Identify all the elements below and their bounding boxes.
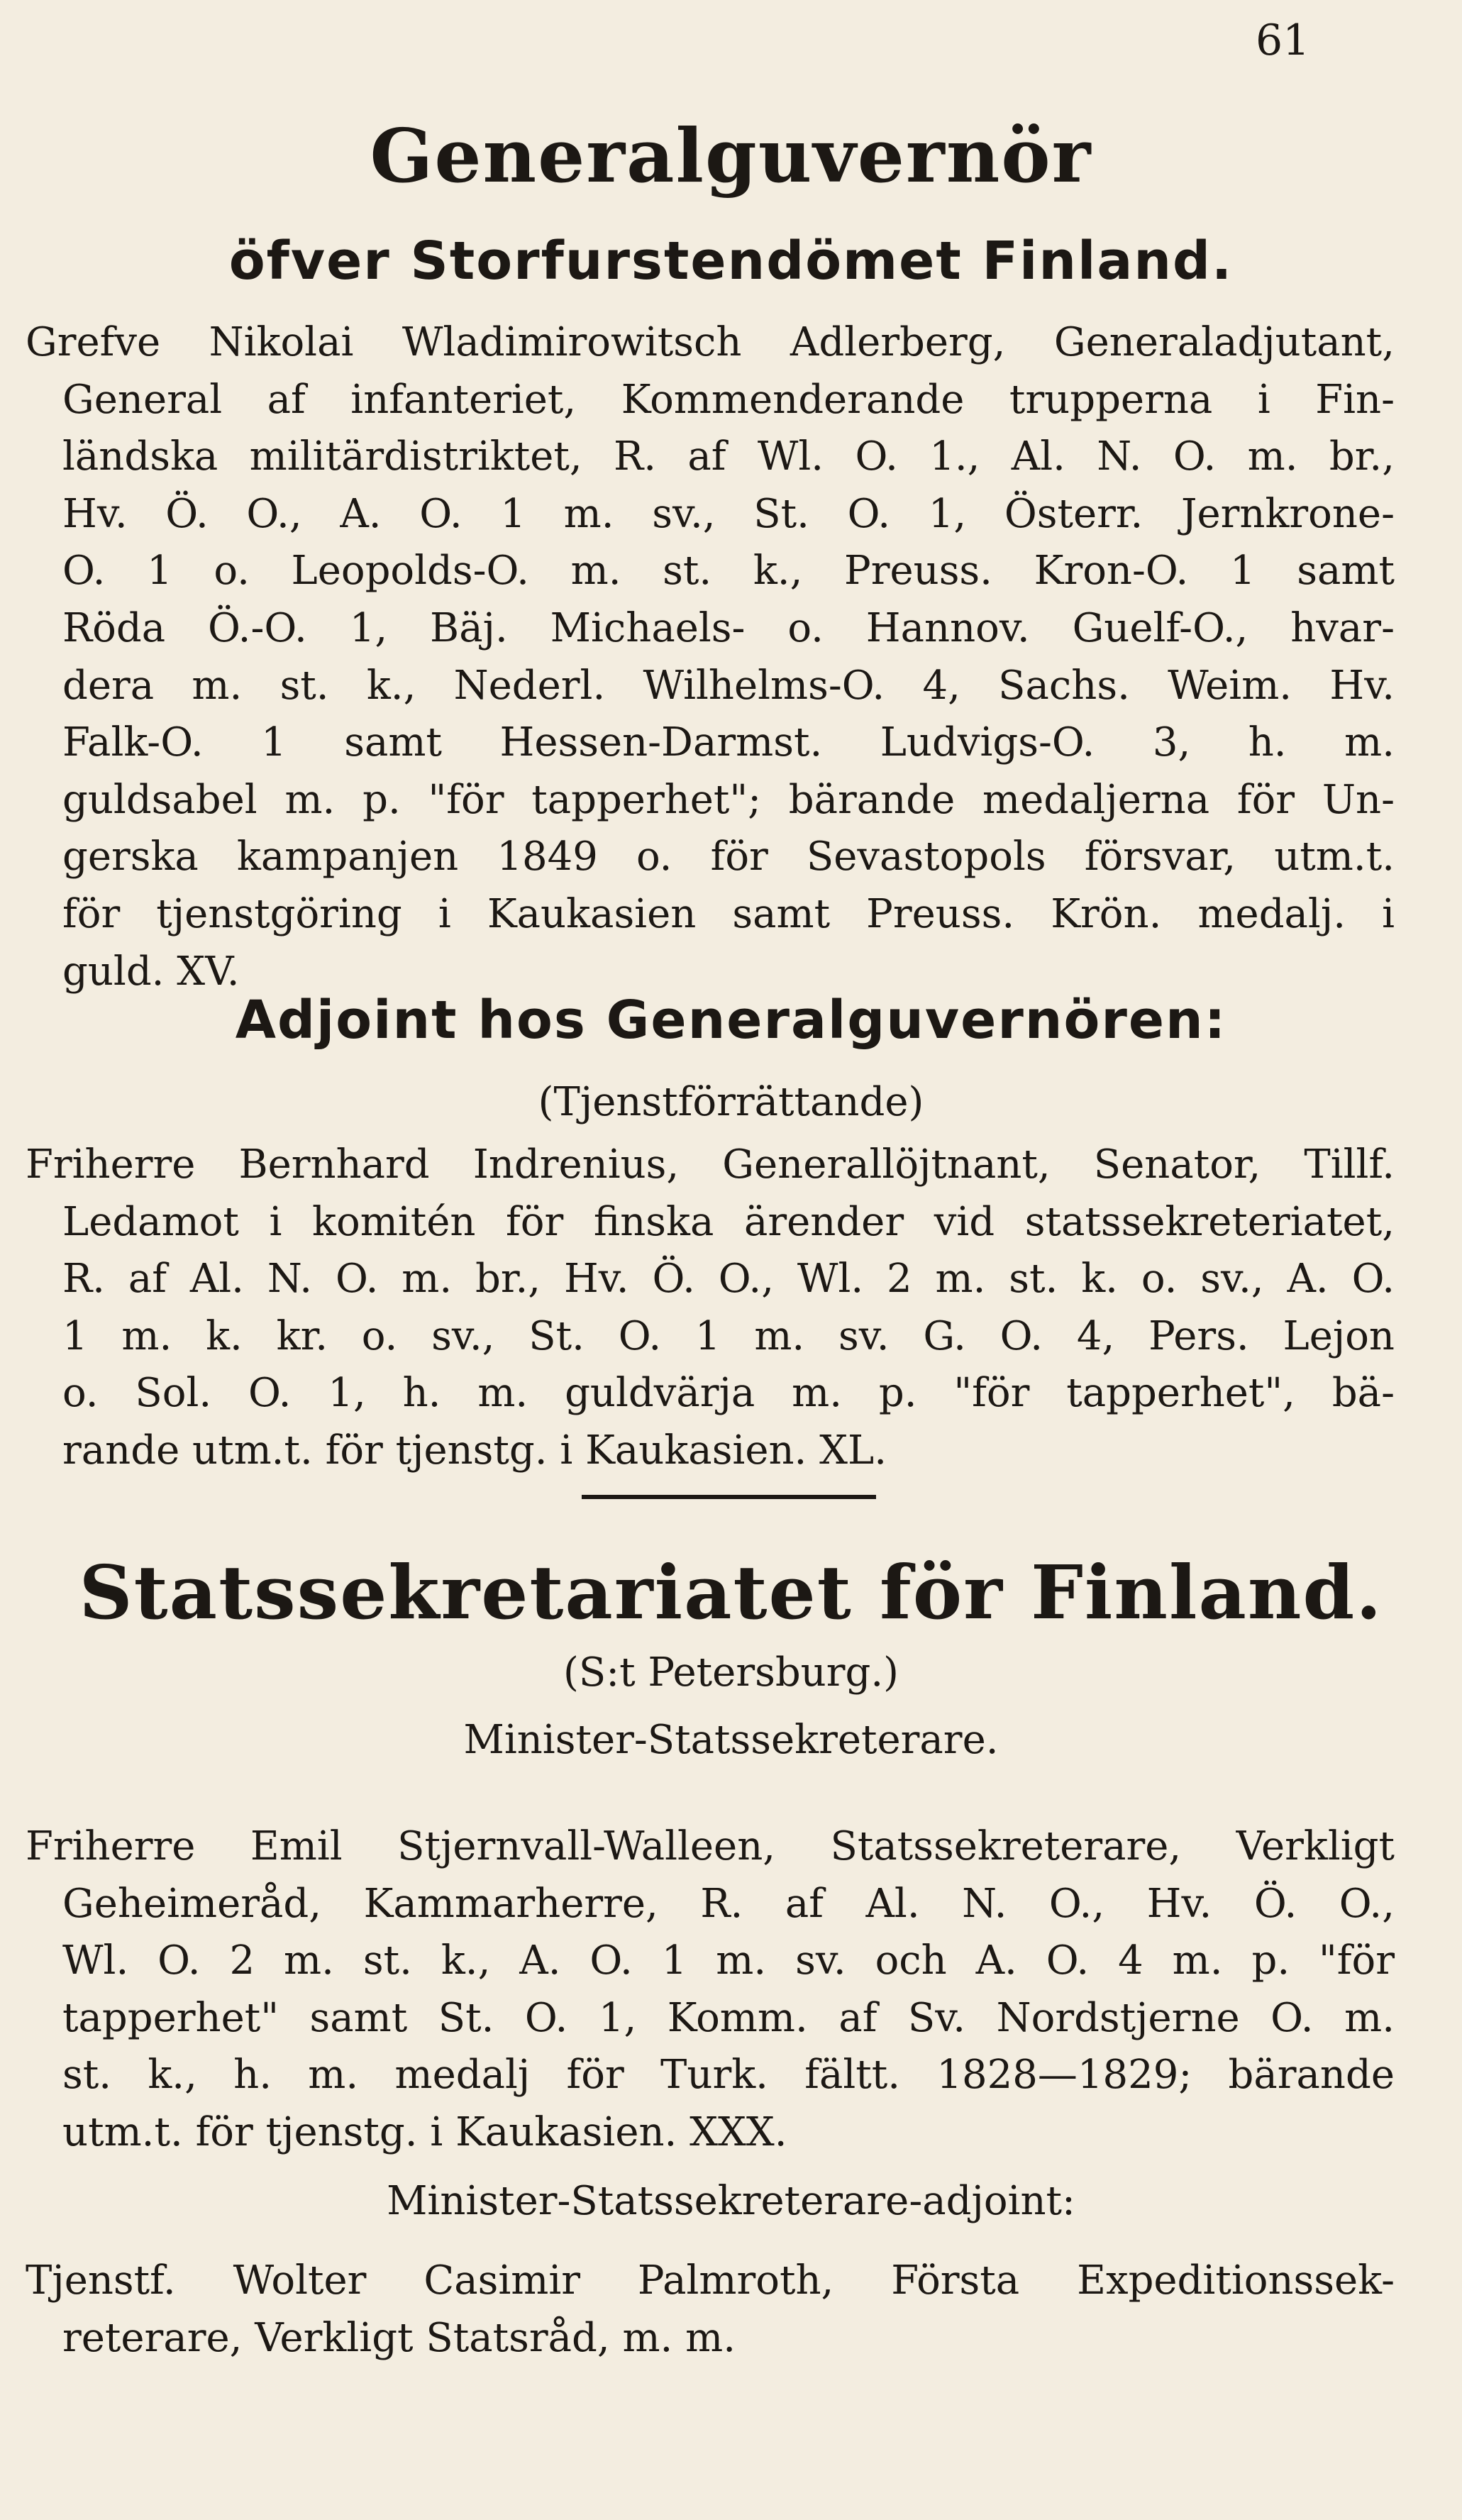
text-line: guldsabel m. p. "för tapperhet"; bärande medaljerna för Un-	[62, 776, 1395, 823]
text-line: guld. XV.	[62, 948, 240, 995]
text-line: rande utm.t. för tjenstg. i Kaukasien. XL.	[62, 1427, 887, 1474]
text-line: st. k., h. m. medalj för Turk. fältt. 1828—1829; bärande	[62, 2052, 1395, 2099]
entry-adlerberg	[26, 314, 1395, 1000]
text-line: tapperhet" samt St. O. 1, Komm. af Sv. Nordstjerne O. m.	[62, 1994, 1395, 2041]
page-number: 61	[1256, 16, 1310, 65]
text-line: för tjenstgöring i Kaukasien samt Preuss. Krön. medalj. i	[62, 890, 1395, 937]
section-subtitle: öfver Storfurstendömet Finland.	[228, 231, 1234, 292]
text-line: dera m. st. k., Nederl. Wilhelms-O. 4, Sachs. Weim. Hv.	[62, 662, 1395, 709]
text-line: Friherre Emil Stjernvall-Walleen, Statssekreterare, Verkligt	[26, 1823, 1395, 1869]
text-line: Geheimeråd, Kammarherre, R. af Al. N. O., Hv. Ö. O.,	[62, 1880, 1395, 1927]
text-line: Friherre Bernhard Indrenius, Generallöjtnant, Senator, Tillf.	[26, 1142, 1395, 1188]
text-line: General af infanteriet, Kommenderande trupperna i Fin-	[62, 376, 1395, 423]
section-title-generalguvernor: Generalguvernör	[370, 112, 1092, 199]
text-line: utm.t. för tjenstg. i Kaukasien. XXX.	[62, 2109, 787, 2155]
text-line: o. Sol. O. 1, h. m. guldvärja m. p. "för tapperhet", bä-	[62, 1370, 1395, 1417]
text-line: Röda Ö.-O. 1, Bäj. Michaels- o. Hannov. Guelf-O., hvar-	[62, 604, 1395, 651]
text-line: R. af Al. N. O. m. br., Hv. Ö. O., Wl. 2 m. st. k. o. sv., A. O.	[62, 1256, 1395, 1303]
text-line: Ledamot i komitén för finska ärender vid statssekreteriatet,	[62, 1198, 1395, 1245]
adjoint-heading: Adjoint hos Generalguvernören:	[235, 990, 1227, 1051]
role-adjoint: Minister-Statssekreterare-adjoint:	[387, 2178, 1075, 2224]
section-title-statssekretariatet: Statssekretariatet för Finland.	[79, 1549, 1383, 1636]
location-note: (S:t Petersburg.)	[563, 1649, 899, 1696]
text-line: reterare, Verkligt Statsråd, m. m.	[62, 2314, 736, 2361]
adjoint-note: (Tjenstförrättande)	[538, 1079, 924, 1125]
entry-indrenius	[26, 1137, 1395, 1480]
entry-palmroth	[26, 2253, 1395, 2367]
text-line: O. 1 o. Leopolds-O. m. st. k., Preuss. Kron-O. 1 samt	[62, 548, 1395, 595]
text-line: Falk-O. 1 samt Hessen-Darmst. Ludvigs-O. 3, h. m.	[62, 719, 1395, 766]
text-line: Grefve Nikolai Wladimirowitsch Adlerberg, Generaladjutant,	[26, 319, 1395, 365]
text-line: gerska kampanjen 1849 o. för Sevastopols försvar, utm.t.	[62, 834, 1395, 880]
role-minister-statssekreterare: Minister-Statssekreterare.	[463, 1717, 999, 1763]
text-line: 1 m. k. kr. o. sv., St. O. 1 m. sv. G. O. 4, Pers. Lejon	[62, 1312, 1395, 1359]
text-line: Hv. Ö. O., A. O. 1 m. sv., St. O. 1, Österr. Jernkrone-	[62, 490, 1395, 537]
text-line: ländska militärdistriktet, R. af Wl. O. 1., Al. N. O. m. br.,	[62, 433, 1395, 480]
text-line: Wl. O. 2 m. st. k., A. O. 1 m. sv. och A. O. 4 m. p. "för	[62, 1938, 1395, 1984]
entry-stjernvall-walleen	[26, 1818, 1395, 2162]
section-divider	[582, 1495, 876, 1499]
text-line: Tjenstf. Wolter Casimir Palmroth, Första Expeditionssek-	[26, 2258, 1395, 2304]
